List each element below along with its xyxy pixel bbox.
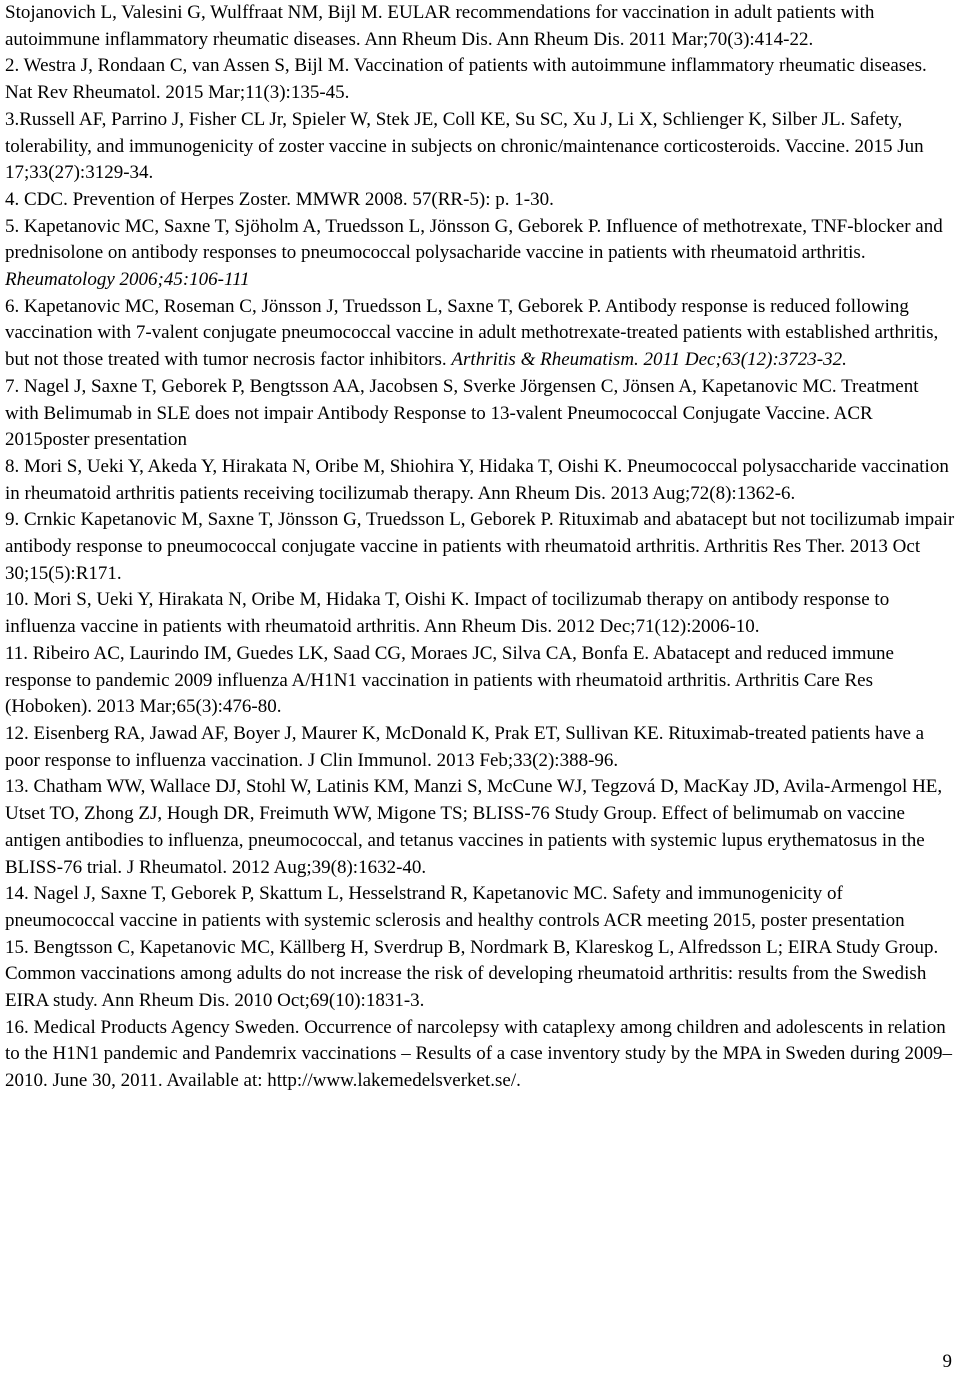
reference-item xyxy=(5,294,957,374)
page-number: 9 xyxy=(942,1351,952,1372)
journal-citation: Rheumatology 2006;45:106-111 xyxy=(5,269,250,291)
reference-item xyxy=(5,107,957,187)
reference-text: 12. Eisenberg RA, Jawad AF, Boyer J, Maurer K, McDonald K, Prak ET, Sullivan KE. Rituximab-treated patients have a poor response to influenza vaccination. J Clin Immunol. 2013 Feb;33(2):388-96. xyxy=(5,722,925,771)
journal-citation: Arthritis & Rheumatism. 2011 Dec;63(12):3723-32. xyxy=(451,349,847,371)
reference-text: 2. Westra J, Rondaan C, van Assen S, Bijl M. Vaccination of patients with autoimmune inflammatory rheumatic diseases. Nat Rev Rheumatol. 2015 Mar;11(3):135-45. xyxy=(5,55,927,104)
reference-text: 3.Russell AF, Parrino J, Fisher CL Jr, Spieler W, Stek JE, Coll KE, Su SC, Xu J, Li X, Schlienger K, Silber JL. Safety, tolerability, and immunogenicity of zoster vaccine in subjects on chronic/maintenance corticosteroids. Vaccine. 2015 Jun 17;33(27):3129-34. xyxy=(5,108,924,184)
reference-text: 8. Mori S, Ueki Y, Akeda Y, Hirakata N, Oribe M, Shiohira Y, Hidaka T, Oishi K. Pneumococcal polysaccharide vaccination in rheumatoid arthritis patients receiving tocilizumab therapy. Ann Rheum Dis. 2013 Aug;72(8):1362-6. xyxy=(5,455,949,504)
reference-text: 6. Kapetanovic MC, Roseman C, Jönsson J, Truedsson L, Saxne T, Geborek P. Antibody response is reduced following vaccination with 7-valent conjugate pneumococcal vaccine in adult methotrexate-treated patients with established arthritis, but not those treated with tumor necrosis factor inhibitors. xyxy=(5,295,939,371)
reference-item xyxy=(5,374,957,454)
reference-text: 13. Chatham WW, Wallace DJ, Stohl W, Latinis KM, Manzi S, McCune WJ, Tegzová D, MacKay JD, Avila-Armengol HE, Utset TO, Zhong ZJ, Hough DR, Freimuth WW, Migone TS; BLISS-76 Study Group. Effect of belimumab on vaccine antigen antibodies to influenza, pneumococcal, and tetanus vaccines in patients with systemic lupus erythematosus in the BLISS-76 trial. J Rheumatol. 2012 Aug;39(8):1632-40. xyxy=(5,776,943,878)
reference-text: 9. Crnkic Kapetanovic M, Saxne T, Jönsson G, Truedsson L, Geborek P. Rituximab and abatacept but not tocilizumab impair antibody response to pneumococcal conjugate vaccine in patients with rheumatoid arthritis. Arthritis Res Ther. 2013 Oct 30;15(5):R171. xyxy=(5,509,955,584)
reference-item xyxy=(5,187,957,214)
reference-item xyxy=(5,0,957,53)
reference-text: 16. Medical Products Agency Sweden. Occurrence of narcolepsy with cataplexy among children and adolescents in relation to the H1N1 pandemic and Pandemrix vaccinations – Results of a case inventory study by the MPA in Sweden during 2009–2010. June 30, 2011. Available at: http://www.lakemedelsverket.se/. xyxy=(5,1016,953,1092)
reference-item xyxy=(5,774,957,881)
reference-item xyxy=(5,214,957,294)
reference-list xyxy=(5,0,957,1095)
reference-item xyxy=(5,881,957,934)
reference-text: 11. Ribeiro AC, Laurindo IM, Guedes LK, Saad CG, Moraes JC, Silva CA, Bonfa E. Abatacept and reduced immune response to pandemic 2009 influenza A/H1N1 vaccination in patients with rheumatoid arthritis. Arthritis Care Res (Hoboken). 2013 Mar;65(3):476-80. xyxy=(5,642,894,718)
reference-text: 15. Bengtsson C, Kapetanovic MC, Källberg H, Sverdrup B, Nordmark B, Klareskog L, Alfredsson L; EIRA Study Group. Common vaccinations among adults do not increase the risk of developing rheumatoid arthritis: results from the Swedish EIRA study. Ann Rheum Dis. 2010 Oct;69(10):1831-3. xyxy=(5,936,939,1012)
reference-text: 14. Nagel J, Saxne T, Geborek P, Skattum L, Hesselstrand R, Kapetanovic MC. Safety and immunogenicity of pneumococcal vaccine in patients with systemic sclerosis and healthy controls ACR meeting 2015, poster presentation xyxy=(5,883,905,931)
reference-text: 10. Mori S, Ueki Y, Hirakata N, Oribe M, Hidaka T, Oishi K. Impact of tocilizumab therapy on antibody response to influenza vaccine in patients with rheumatoid arthritis. Ann Rheum Dis. 2012 Dec;71(12):2006-10. xyxy=(5,589,890,638)
reference-text: 4. CDC. Prevention of Herpes Zoster. MMWR 2008. 57(RR-5): p. 1-30. xyxy=(5,188,554,210)
reference-item xyxy=(5,53,957,106)
reference-item xyxy=(5,641,957,721)
reference-item xyxy=(5,1015,957,1095)
reference-item xyxy=(5,507,957,587)
reference-item xyxy=(5,587,957,640)
reference-item xyxy=(5,721,957,774)
reference-item xyxy=(5,454,957,507)
reference-item xyxy=(5,935,957,1015)
reference-text: 7. Nagel J, Saxne T, Geborek P, Bengtsson AA, Jacobsen S, Sverke Jörgensen C, Jönsen A, Kapetanovic MC. Treatment with Belimumab in SLE does not impair Antibody Response to 13-valent Pneumococcal Conjugate Vaccine. ACR 2015poster presentation xyxy=(5,375,919,451)
reference-text: Stojanovich L, Valesini G, Wulffraat NM, Bijl M. EULAR recommendations for vaccination in adult patients with autoimmune inflammatory rheumatic diseases. Ann Rheum Dis. Ann Rheum Dis. 2011 Mar;70(3):414-22. xyxy=(5,2,875,50)
reference-text: 5. Kapetanovic MC, Saxne T, Sjöholm A, Truedsson L, Jönsson G, Geborek P. Influence of methotrexate, TNF-blocker and prednisolone on antibody responses to pneumococcal polysacharide vaccine in patients with rheumatoid arthritis. xyxy=(5,215,943,264)
